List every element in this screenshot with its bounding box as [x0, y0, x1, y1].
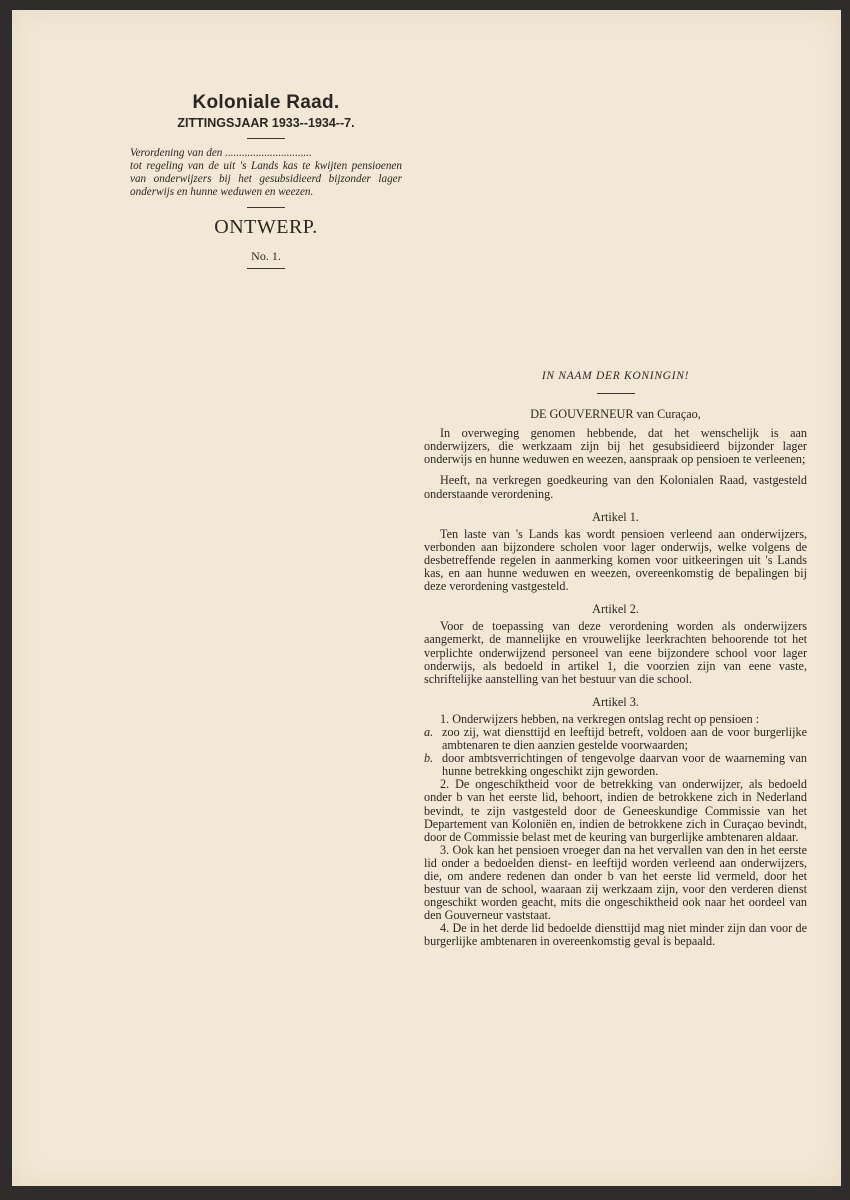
item-text: zoo zij, wat diensttijd en leeftijd betreft, voldoen aan de voor burgerlijke ambtenaren te dien aanzien gestelde voorwaarden;: [442, 724, 807, 753]
ordinance-subject: Verordening van den ............................... tot regeling van de uit 's Lands kas te kwijten pensioenen van onderwijzers bij het gesubsidieerd bijzonder lager onderwijs en hunne weduwen en weezen.: [130, 147, 402, 198]
governor-line: DE GOUVERNEUR van Curaçao,: [530, 407, 701, 422]
draft-label: ONTWERP.: [214, 216, 318, 238]
article-3-paragraph-4: 4. De in het derde lid bedoelde diensttijd mag niet minder zijn dan voor de burgerlijke ambtenaren in overeenkomstig geval is bepaald.: [424, 921, 807, 949]
invocation: IN NAAM DER KONINGIN!: [541, 370, 690, 382]
draft-number: No. 1.: [251, 249, 281, 263]
document-header: [130, 92, 402, 277]
article-3-paragraph-2: 2. De ongeschiktheid voor de betrekking van onderwijzer, als bedoeld onder b van het eerste lid, behoort, indien de betrokkene zich in Nederland bevindt, te zijn vastgesteld door de Geneeskundige Commissie van het Departement van Koloniën en, indien de betrokkene zich in Curaçao bevindt, door de Commissie belast met de keuring van burgerlijke ambtenaren aldaar.: [424, 777, 807, 844]
council-title: Koloniale Raad.: [192, 92, 340, 113]
divider: [247, 268, 285, 269]
divider: [247, 138, 285, 139]
preamble-considering: In overweging genomen hebbende, dat het wenschelijk is aan onderwijzers, die werkzaam zijn bij het gesubsidieerd bijzonder lager onderwijs en hunne weduwen en weezen, aanspraak op pensioen te verleenen;: [424, 426, 807, 467]
article-1-text: Ten laste van 's Lands kas wordt pensioen verleend aan onderwijzers, verbonden aan bijzondere scholen voor lager onderwijs, welke volgens de desbetreffende regelen in aanmerking komen voor uitkeeringen uit 's Lands kas, en aan hunne weduwen en weezen, overeenkomstig de bepalingen bij deze verordening vastgesteld.: [424, 526, 807, 594]
article-1-title: Artikel 1.: [592, 509, 639, 524]
divider: [247, 207, 285, 208]
article-2-title: Artikel 2.: [592, 602, 639, 617]
ordinance-body: [424, 370, 807, 949]
item-label: b.: [424, 751, 434, 766]
document-page: [12, 10, 841, 1186]
divider: [597, 393, 635, 394]
article-3-paragraph-1: 1. Onderwijzers hebben, na verkregen ontslag recht op pensioen :: [440, 711, 760, 726]
item-label: a.: [424, 724, 434, 739]
article-2-text: Voor de toepassing van deze verordening worden als onderwijzers aangemerkt, de mannelijke en vrouwelijke leerkrachten behoorende tot het verplichte onderwijzend personeel van eene bijzondere school voor lager onderwijs, als bedoeld in artikel 1, die voorzien zijn van eene vaste, schriftelijke aanstelling van het bestuur van die school.: [424, 619, 807, 686]
article-3-paragraph-3: 3. Ook kan het pensioen vroeger dan na het vervallen van den in het eerste lid onder a bedoelden dienst- en leeftijd worden verleend aan onderwijzers, die, om andere redenen dan onder b van het eerste lid vermeld, door het bestuur van de school, waaraan zij werkzaam zijn, voor den verderen dienst ongeschikt worden geacht, mits die ongeschiktheid ook naar het oordeel van den Gouverneur vaststaat.: [424, 842, 807, 923]
article-3-item-a: [424, 726, 807, 752]
session-year: ZITTINGSJAAR 1933--1934--7.: [177, 116, 355, 130]
item-text: door ambtsverrichtingen of tengevolge daarvan voor de waarneming van hunne betrekking ongeschikt zijn geworden.: [442, 751, 807, 779]
preamble-enacted: Heeft, na verkregen goedkeuring van den Kolonialen Raad, vastgesteld onderstaande verordening.: [424, 473, 807, 501]
article-3-title: Artikel 3.: [592, 694, 639, 709]
article-3-item-b: [424, 752, 807, 778]
